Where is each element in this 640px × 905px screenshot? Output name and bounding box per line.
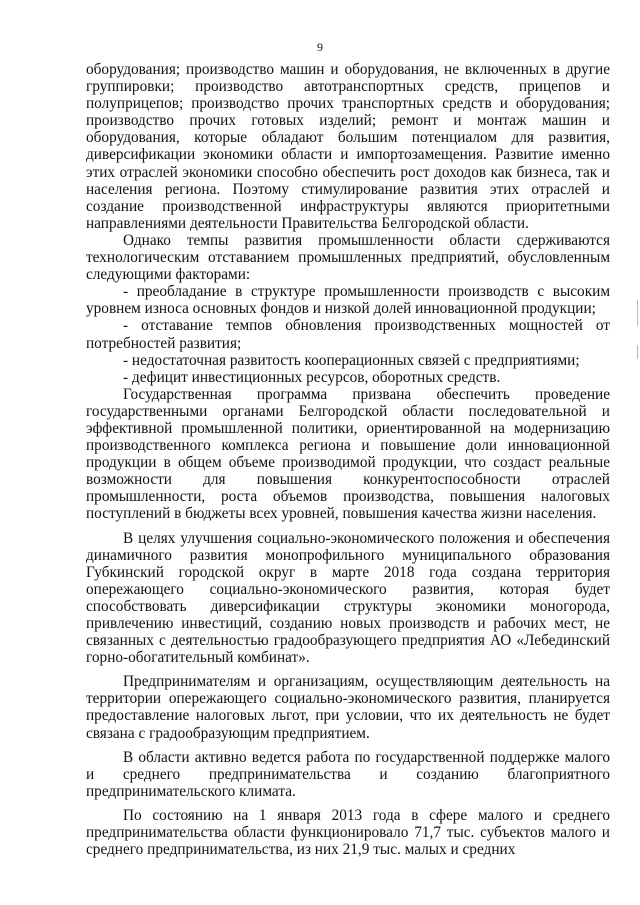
paragraph-entrepreneurs: Предпринимателям и организациям, осуществляющим деятельность на территории опережающего социально-экономического развития, планируется предоставление налоговых льгот, при условии, что их деятельность не будет связана с градообразующим предприятием. bbox=[86, 673, 610, 742]
list-item-lag: - отставание темпов обновления производственных мощностей от потребностей развития; bbox=[86, 317, 610, 352]
page-number: 9 bbox=[317, 40, 323, 54]
paragraph-continuation: оборудования; производство машин и оборудования, не включенных в другие группировки; производство автотранспортных средств, прицепов и полуприцепов; производство прочих транспортных средств и оборудования; производство прочих готовых изделий; ремонт и монтаж машин и оборудования, которые обладают большим потенциалом для развития, диверсификации экономики области и импортозамещения. Развитие именно этих отраслей экономики способно обеспечить рост доходов как бизнеса, так и населения региона. Поэтому стимулирование развития этих отраслей и создание производственной инфраструктуры являются приоритетными направлениями деятельности Правительства Белгородской области. bbox=[86, 61, 610, 232]
paragraph-factors-intro: Однако темпы развития промышленности области сдерживаются технологическим отставанием промышленных предприятий, обусловленным следующими факторами: bbox=[86, 231, 610, 284]
paragraph-statistics: По состоянию на 1 января 2013 года в сфере малого и среднего предпринимательства области функционировало 71,7 тыс. субъектов малого и среднего предпринимательства, из них 21,9 тыс. малых и средних bbox=[86, 806, 610, 859]
scan-edge-mark bbox=[637, 300, 638, 326]
paragraph-gubkin: В целях улучшения социально-экономического положения и обеспечения динамичного развития монопрофильного муниципального образования Губкинский городской округ в марте 2018 года создана территория опережающего социально-экономического развития, которая будет способствовать диверсификации структуры экономики моногорода, привлечению инвестиций, созданию новых производств и рабочих мест, не связанных с деятельностью градообразующего предприятия АО «Лебединский горно-обогатительный комбинат». bbox=[86, 529, 610, 667]
document-body bbox=[86, 61, 610, 858]
scan-edge-mark bbox=[637, 345, 638, 359]
list-item-cooperation: - недостаточная развитость кооперационных связей с предприятиями; bbox=[123, 351, 580, 369]
paragraph-state-program: Государственная программа призвана обеспечить проведение государственными органами Белгородской области последовательной и эффективной промышленной политики, ориентированной на модернизацию производственного комплекса региона и повышение доли инновационной продукции в общем объеме производимой продукции, что создаст реальные возможности для повышения конкурентоспособности отраслей промышленности, роста объемов производства, повышения налоговых поступлений в бюджеты всех уровней, повышения качества жизни населения. bbox=[86, 385, 610, 523]
list-item-wear: - преобладание в структуре промышленности производств с высоким уровнем износа основных фондов и низкой долей инновационной продукции; bbox=[86, 283, 610, 318]
paragraph-small-business: В области активно ведется работа по государственной поддержке малого и среднего предпринимательства и созданию благоприятного предпринимательского климата. bbox=[86, 748, 610, 800]
list-item-deficit: - дефицит инвестиционных ресурсов, оборотных средств. bbox=[123, 368, 501, 386]
